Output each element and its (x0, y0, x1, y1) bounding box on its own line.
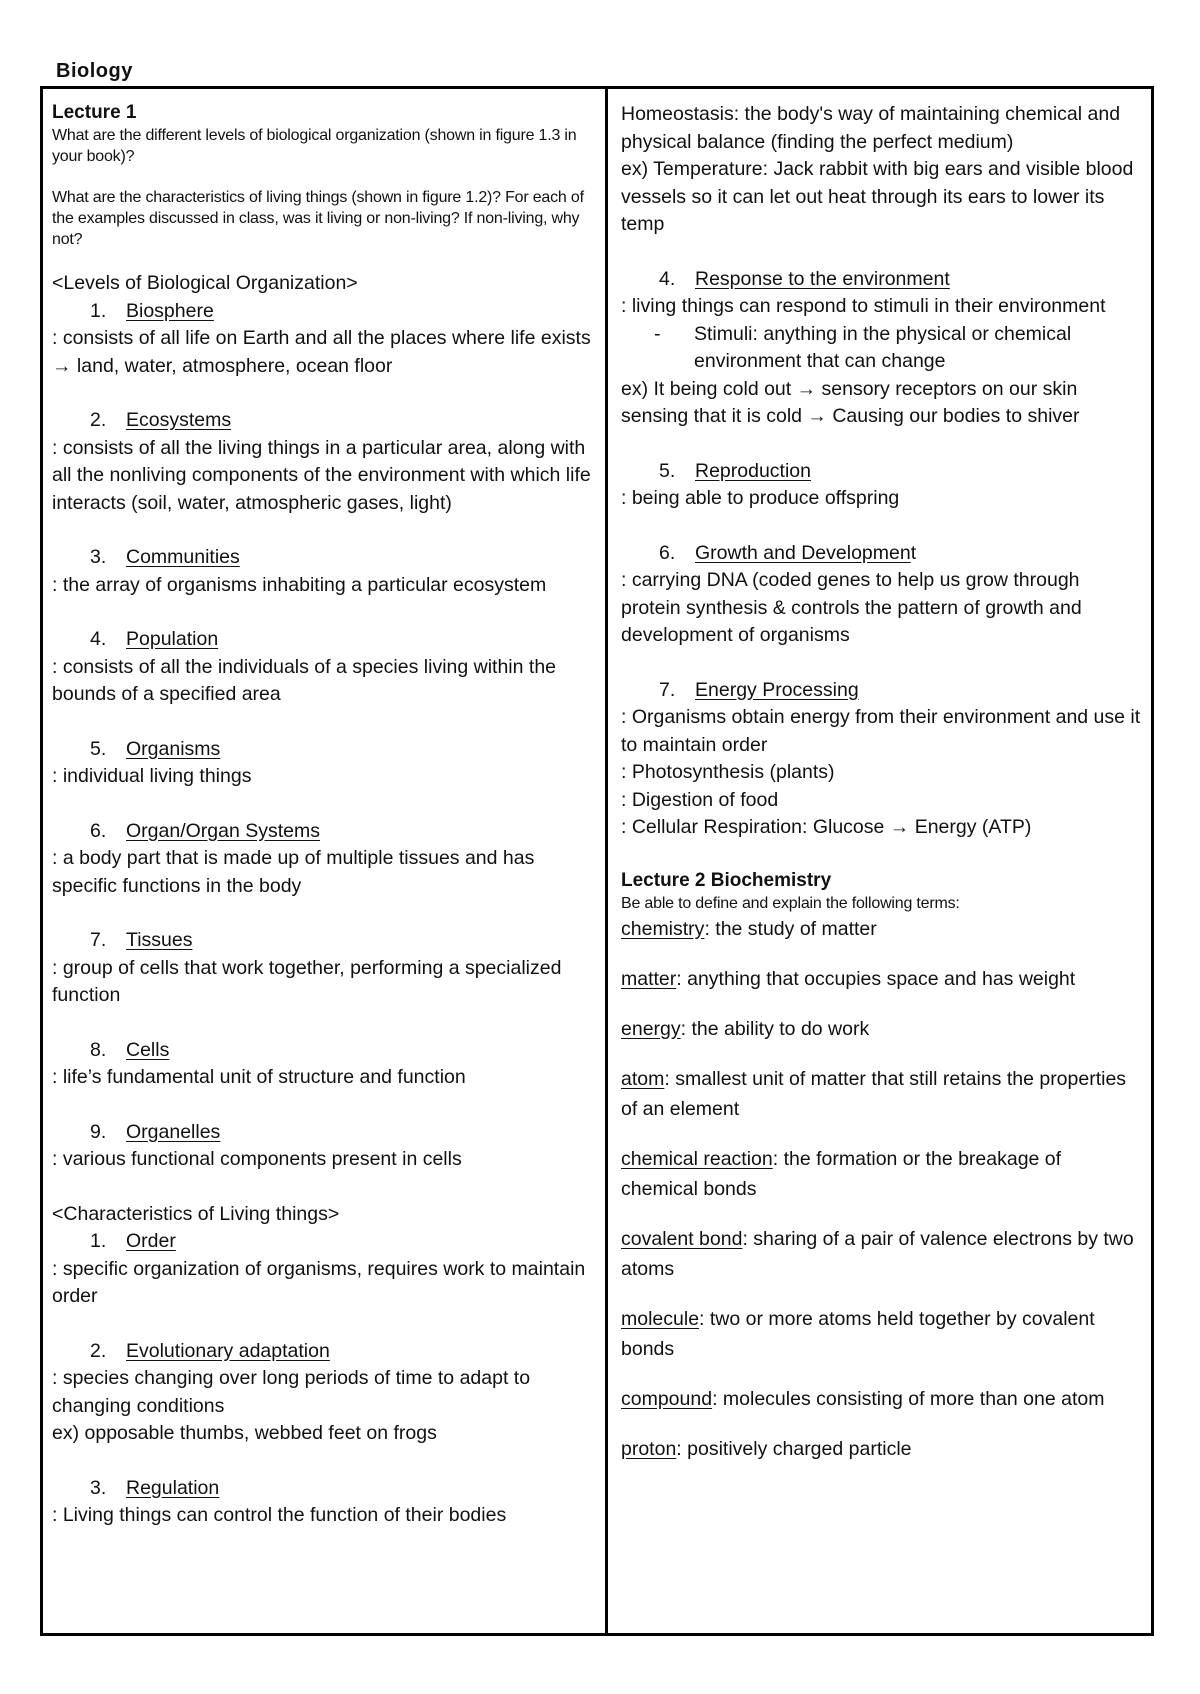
characteristic-heading (621, 540, 1141, 568)
level-heading (52, 1119, 595, 1147)
level-number: 5. (90, 737, 107, 760)
lecture-2-instruction: Be able to define and explain the following terms: (621, 894, 960, 912)
characteristic-heading (52, 1475, 595, 1503)
level-description: : the array of organisms inhabiting a particular ecosystem (52, 573, 547, 596)
level-name: Population (126, 628, 219, 650)
bullet-dash: - (654, 322, 661, 345)
bullet-text: Stimuli: anything in the physical or chemical environment that can change (694, 322, 1072, 372)
level-heading (52, 544, 595, 572)
characteristic-description: : being able to produce offspring (621, 487, 900, 509)
characteristic-name: Response to the environment (695, 267, 950, 290)
characteristic-heading (52, 1228, 595, 1256)
level-number: 6. (90, 819, 107, 842)
term: molecule (621, 1307, 700, 1330)
level-name: Organelles (126, 1120, 221, 1143)
level-heading (52, 818, 595, 846)
energy-example: : Cellular Respiration: Glucose → Energy (ATP) (621, 816, 1032, 838)
characteristics-heading: <Characteristics of Living things> (52, 1202, 340, 1225)
characteristic-heading (621, 266, 1141, 294)
characteristic-example: ex) It being cold out → sensory receptors on our skin sensing that it is cold → Causing our bodies to shiver (621, 377, 1080, 427)
level-description: : consists of all the living things in a particular area, along with all the nonliving components of the environment with which life interacts (soil, water, atmospheric gases, light) (52, 436, 591, 514)
level-name: Organisms (126, 737, 221, 760)
level-description: : consists of all the individuals of a species living within the bounds of a specified area (52, 655, 557, 705)
term: matter (621, 967, 677, 990)
characteristic-description: : specific organization of organisms, requires work to maintain order (52, 1257, 586, 1307)
characteristic-number: 2. (90, 1339, 107, 1362)
characteristic-name-tail: t (910, 541, 917, 564)
right-column (608, 89, 1151, 1633)
study-question-1: What are the different levels of biological organization (shown in figure 1.3 in your book)? (52, 127, 577, 165)
document-title: Biology (56, 60, 133, 82)
level-number: 9. (90, 1120, 107, 1143)
characteristic-number: 5. (659, 459, 676, 482)
characteristic-name: Reproduction (695, 459, 811, 482)
characteristic-heading (621, 677, 1141, 705)
term: atom (621, 1067, 665, 1090)
term-definition (621, 914, 1141, 944)
energy-example: : Digestion of food (621, 788, 779, 811)
level-name: Organ/Organ Systems (126, 819, 320, 842)
term: proton (621, 1437, 677, 1460)
lecture-1-title: Lecture 1 (52, 102, 137, 123)
term-definition (621, 1304, 1141, 1364)
level-number: 8. (90, 1038, 107, 1061)
definition: : the ability to do work (680, 1017, 870, 1040)
level-description: : consists of all life on Earth and all the places where life exists → land, water, atmosphere, ocean floor (52, 327, 591, 377)
term: covalent bond (621, 1227, 743, 1250)
characteristic-number: 4. (659, 267, 676, 290)
characteristic-example: ex) opposable thumbs, webbed feet on frogs (52, 1422, 437, 1444)
level-heading (52, 736, 595, 764)
characteristic-number: 3. (90, 1476, 107, 1499)
definition: : the formation or the breakage of chemical bonds (621, 1147, 1062, 1200)
term-definition (621, 1064, 1141, 1124)
term-definition (621, 1224, 1141, 1284)
level-number: 3. (90, 546, 107, 568)
levels-heading: <Levels of Biological Organization> (52, 272, 358, 294)
level-number: 1. (90, 299, 107, 322)
level-number: 7. (90, 929, 107, 951)
level-description: : individual living things (52, 765, 252, 787)
term-definition (621, 1014, 1141, 1044)
level-heading (52, 1037, 595, 1065)
characteristic-number: 7. (659, 678, 676, 701)
term-definition (621, 964, 1141, 994)
homeostasis-definition: Homeostasis: the body's way of maintaining chemical and physical balance (finding the perfect medium) (621, 103, 1121, 153)
characteristic-number: 1. (90, 1230, 107, 1252)
characteristic-name: Energy Processing (695, 678, 859, 701)
definition: : the study of matter (704, 917, 877, 940)
level-number: 4. (90, 628, 107, 650)
level-name: Communities (126, 546, 240, 568)
level-number: 2. (90, 409, 107, 431)
homeostasis-example: ex) Temperature: Jack rabbit with big ears and visible blood vessels so it can let out heat through its ears to lower its temp (621, 158, 1134, 235)
definition: : anything that occupies space and has weight (676, 967, 1076, 990)
level-name: Cells (126, 1038, 170, 1061)
level-heading (52, 626, 595, 654)
term: energy (621, 1017, 681, 1040)
term-definition (621, 1434, 1141, 1464)
notes-table (40, 86, 1154, 1636)
characteristic-heading (621, 458, 1141, 486)
stimuli-bullet (621, 321, 1141, 376)
characteristic-description: : Living things can control the function of their bodies (52, 1504, 507, 1526)
left-column (43, 89, 608, 1633)
characteristic-number: 6. (659, 541, 676, 564)
term: compound (621, 1387, 713, 1410)
definition: : sharing of a pair of valence electrons by two atoms (621, 1227, 1134, 1280)
term-definition (621, 1384, 1141, 1414)
characteristic-name: Order (126, 1230, 176, 1252)
level-description: : a body part that is made up of multiple tissues and has specific functions in the body (52, 847, 535, 897)
definition: : smallest unit of matter that still retains the properties of an element (621, 1067, 1127, 1120)
characteristic-name: Regulation (126, 1476, 220, 1499)
level-description: : group of cells that work together, performing a specialized function (52, 956, 562, 1006)
study-question-2: What are the characteristics of living things (shown in figure 1.2)? For each of the examples discussed in class, was it living or non-living? If non-living, why not? (52, 189, 584, 248)
term-definition (621, 1144, 1141, 1204)
characteristic-name: Growth and Developmen (695, 541, 911, 564)
definition: : positively charged particle (676, 1437, 912, 1460)
level-name: Ecosystems (126, 409, 232, 431)
characteristic-description: : Organisms obtain energy from their environment and use it to maintain order (621, 706, 1141, 756)
definition: : two or more atoms held together by covalent bonds (621, 1307, 1095, 1360)
characteristic-description: : living things can respond to stimuli in their environment (621, 295, 1106, 317)
energy-example: : Photosynthesis (plants) (621, 761, 835, 783)
characteristic-name: Evolutionary adaptation (126, 1339, 330, 1362)
characteristic-description: : carrying DNA (coded genes to help us grow through protein synthesis & controls the pattern of growth and development of organisms (621, 569, 1082, 646)
term: chemistry (621, 917, 705, 940)
level-name: Tissues (126, 929, 193, 951)
characteristic-heading (52, 1338, 595, 1366)
lecture-2-title: Lecture 2 Biochemistry (621, 869, 832, 891)
level-heading (52, 927, 595, 955)
level-description: : various functional components present in cells (52, 1148, 462, 1170)
characteristic-description: : species changing over long periods of time to adapt to changing conditions (52, 1367, 531, 1417)
level-name: Biosphere (126, 299, 214, 322)
term: chemical reaction (621, 1147, 773, 1170)
level-heading (52, 407, 595, 435)
definition: : molecules consisting of more than one atom (712, 1387, 1105, 1410)
level-heading (52, 298, 595, 326)
level-description: : life’s fundamental unit of structure and function (52, 1066, 466, 1088)
